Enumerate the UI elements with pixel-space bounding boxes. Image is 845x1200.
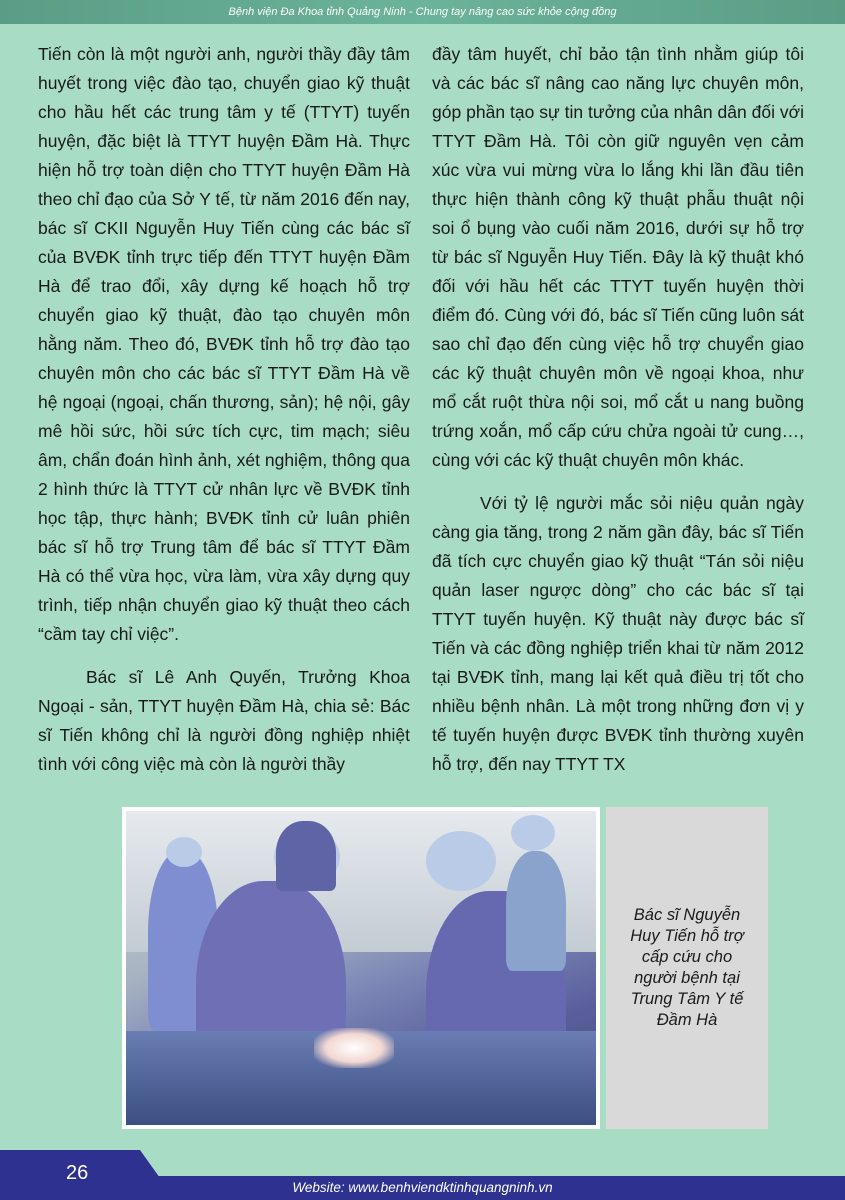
photo-image (126, 811, 596, 1125)
photo-caption: Bác sĩ Nguyễn Huy Tiến hỗ trợ cấp cứu cho người bệnh tại Trung Tâm Y tế Đầm Hà (630, 906, 744, 1029)
left-column (38, 40, 410, 793)
photo-figure (506, 851, 566, 971)
photo-figure-cap (426, 831, 496, 891)
page-number: 26 (66, 1162, 89, 1184)
running-header: Bệnh viện Đa Khoa tỉnh Quảng Ninh - Chung tay nâng cao sức khỏe cộng đồng (0, 0, 845, 24)
website-url: Website: www.benhviendktinhquangninh.vn (292, 1180, 553, 1195)
right-column (432, 40, 804, 793)
paragraph: Bác sĩ Lê Anh Quyến, Trưởng Khoa Ngoại - sản, TTYT huyện Đầm Hà, chia sẻ: Bác sĩ Tiến không chỉ là người đồng nghiệp nhiệt tình với công việc mà còn là người thầy (38, 667, 410, 774)
photo-figure (276, 821, 336, 891)
paragraph: đầy tâm huyết, chỉ bảo tận tình nhằm giúp tôi và các bác sĩ nâng cao năng lực chuyên môn, góp phần tạo sự tin tưởng của nhân dân đối với TTYT Đầm Hà. Tôi còn giữ nguyên vẹn cảm xúc vừa vui mừng vừa lo lắng khi lần đầu tiên thực hiện thành công kỹ thuật phẫu thuật nội soi ổ bụng vào cuối năm 2016, dưới sự hỗ trợ từ bác sĩ Nguyễn Huy Tiến. Đây là kỹ thuật khó đối với hầu hết các TTYT tuyến huyện thời điểm đó. Cùng với đó, bác sĩ Tiến cũng luôn sát sao chỉ đạo đến cùng việc hỗ trợ chuyển giao các kỹ thuật chuyên môn về ngoại khoa, như mổ cắt ruột thừa nội soi, mổ cắt u nang buồng trứng xoắn, mổ cấp cứu chửa ngoài tử cung…, cùng với các kỹ thuật chuyên môn khác. (432, 44, 804, 470)
paragraph: Với tỷ lệ người mắc sỏi niệu quản ngày càng gia tăng, trong 2 năm gần đây, bác sĩ Tiến đã tích cực chuyển giao kỹ thuật “Tán sỏi niệu quản laser ngược dòng” cho các bác sĩ tại TTYT tuyến huyện. Kỹ thuật này được bác sĩ Tiến và các đồng nghiệp triển khai từ năm 2012 tại BVĐK tỉnh, mang lại kết quả điều trị tốt cho nhiều bệnh nhân. Là một trong những đơn vị y tế tuyến huyện được BVĐK tỉnh thường xuyên hỗ trợ, đến nay TTYT TX (432, 493, 804, 774)
photo-surgical-field (314, 1028, 394, 1068)
surgery-photo (122, 807, 600, 1129)
photo-caption-box (606, 807, 768, 1129)
photo-figure-cap (166, 837, 202, 867)
photo-figure-cap (511, 815, 555, 851)
paragraph: Tiến còn là một người anh, người thầy đầy tâm huyết trong việc đào tạo, chuyển giao kỹ thuật cho hầu hết các trung tâm y tế (TTYT) tuyến huyện, đặc biệt là TTYT huyện Đầm Hà. Thực hiện hỗ trợ toàn diện cho TTYT huyện Đầm Hà theo chỉ đạo của Sở Y tế, từ năm 2016 đến nay, bác sĩ CKII Nguyễn Huy Tiến cùng các bác sĩ của BVĐK tỉnh trực tiếp đến TTYT huyện Đầm Hà để trao đổi, xây dựng kế hoạch hỗ trợ chuyển giao kỹ thuật, đào tạo chuyên môn hằng năm. Theo đó, BVĐK tỉnh hỗ trợ đào tạo chuyên môn cho các bác sĩ TTYT Đầm Hà về hệ ngoại (ngoại, chấn thương, sản); hệ nội, gây mê hồi sức, hồi sức tích cực, tim mạch; siêu âm, chẩn đoán hình ảnh, xét nghiệm, thông qua 2 hình thức là TTYT cử nhân lực về BVĐK tỉnh học tập, thực hành; BVĐK tỉnh cử luân phiên bác sĩ hỗ trợ Trung tâm để bác sĩ TTYT Đầm Hà có thể vừa học, vừa làm, vừa xây dựng quy trình, tiếp nhận chuyển giao kỹ thuật theo cách “cầm tay chỉ việc”. (38, 44, 410, 644)
